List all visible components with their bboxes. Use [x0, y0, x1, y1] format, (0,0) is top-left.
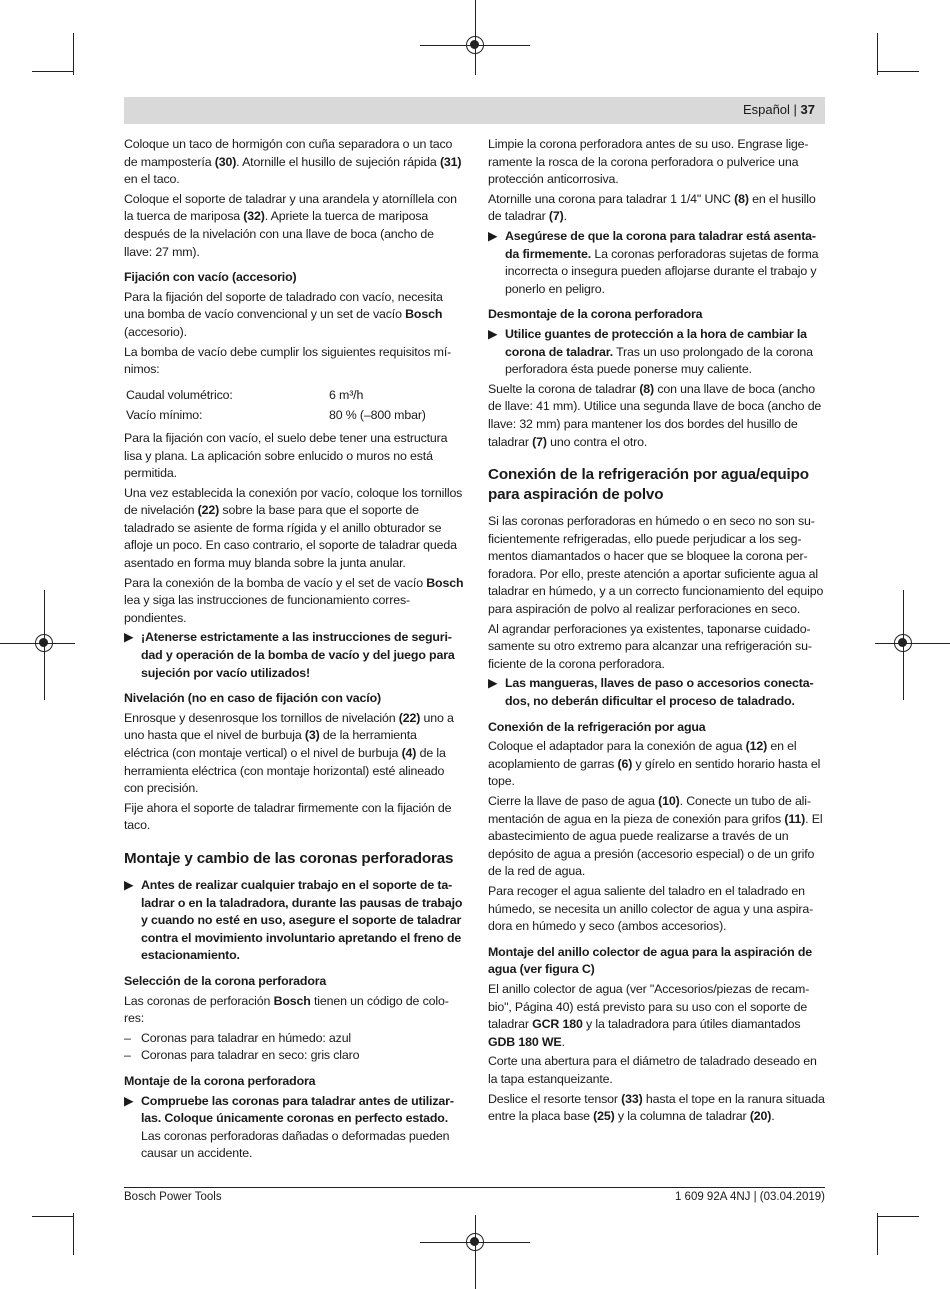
list-item: – Coronas para taladrar en seco: gris claro: [124, 1048, 360, 1063]
chapter-heading: Conexión de la refrigeración por agua/equipo para aspiración de polvo: [488, 466, 809, 504]
arrow-bullet-icon: ▶: [124, 630, 134, 645]
crop-mark: [73, 1213, 74, 1255]
crop-mark: [877, 71, 919, 72]
list-item: – Coronas para taladrar en húmedo: azul: [124, 1030, 352, 1045]
section-heading: Conexión de la refrigeración por agua: [488, 719, 706, 734]
footer-brand: Bosch Power Tools: [124, 1191, 222, 1203]
arrow-bullet-icon: ▶: [488, 676, 498, 691]
paragraph: Limpie la corona perforadora antes de su uso. Engrase ligeramente la rosca de la corona perforadora o pulverice una protección anticorrosiva.: [488, 137, 809, 187]
paragraph: Coloque el soporte de taladrar y una arandela y atorníllela con la tuerca de mariposa (32). Apriete la tuerca de mariposa después de la nivelación con una llave de boca (ancho de llave: 27 mm).: [124, 191, 457, 259]
paragraph: Para la fijación del soporte de taladrado con vacío, necesita una bomba de vacío convencional y un set de vacío Bosch (accesorio).: [124, 289, 443, 339]
paragraph: Corte una abertura para el diámetro de taladrado deseado en la tapa estanqueizante.: [488, 1054, 817, 1086]
warning-bullet: ▶ Antes de realizar cualquier trabajo en el soporte de taladrar o en la taladradora, durante las pausas de trabajo y cuando no esté en uso, asegure el soporte de taladrar contra el movimiento involuntario apretando el freno de estacionamiento.: [124, 877, 463, 963]
paragraph: Atornille una corona para taladrar 1 1/4" UNC (8) en el husillo de taladrar (7).: [488, 191, 816, 224]
section-heading: Montaje de la corona perforadora: [124, 1073, 316, 1088]
paragraph: Enrosque y desenrosque los tornillos de nivelación (22) uno a uno hasta que el nivel de burbuja (3) de la herramienta eléctrica (con montaje vertical) o el nivel de burbuja (4) de la herramienta eléctrica (con montaje horizontal) esté alineado con precisión.: [124, 710, 454, 796]
registration-target-icon: [466, 1233, 484, 1251]
paragraph: Suelte la corona de taladrar (8) con una llave de boca (ancho de llave: 41 mm). Utilice una segunda llave de boca (ancho de llave: 32 mm) para mantener los dos bordes del husillo de taladrar (7) uno contra el otro.: [488, 381, 822, 449]
spec-table: [126, 387, 426, 428]
paragraph: Coloque un taco de hormigón con cuña separadora o un taco de mampostería (30). Atornille el husillo de sujeción rápida (31) en el taco.: [124, 137, 462, 187]
arrow-bullet-icon: ▶: [124, 877, 134, 892]
footer-doc-id: 1 609 92A 4NJ | (03.04.2019): [674, 1191, 825, 1203]
header-language: Español: [742, 102, 790, 117]
section-heading: Desmontaje de la corona perforadora: [488, 307, 703, 322]
crop-mark: [877, 33, 878, 75]
paragraph: Para recoger el agua saliente del taladro en el taladrado en húmedo, se necesita un anillo colector de agua y una aspiradora en húmedo y seco (ambos accesorios).: [488, 883, 814, 934]
footer-rule: [124, 1187, 825, 1188]
right-column: [488, 136, 826, 1128]
section-heading: Selección de la corona perforadora: [124, 973, 327, 988]
crop-mark: [877, 1216, 919, 1217]
paragraph: Coloque el adaptador para la conexión de agua (12) en el acoplamiento de garras (6) y gírelo en sentido horario hasta el tope.: [488, 739, 821, 789]
header-label: Español | 37: [742, 102, 815, 117]
page-header: [124, 97, 825, 124]
page-number: 37: [800, 102, 815, 117]
registration-line: [875, 643, 950, 644]
warning-bullet: ▶ Utilice guantes de protección a la hora de cambiar la corona de taladrar. Tras un uso prolongado de la corona perforadora ésta puede ponerse muy caliente.: [488, 326, 813, 377]
registration-target-icon: [466, 36, 484, 54]
spec-row: Caudal volumétrico: 6 m³/h: [126, 387, 364, 402]
paragraph: Fije ahora el soporte de taladrar firmemente con la fijación de taco.: [124, 800, 452, 833]
chapter-heading: Montaje y cambio de las coronas perforadoras: [124, 849, 454, 867]
paragraph: Si las coronas perforadoras en húmedo o en seco no son suficientemente refrigeradas, ello puede perjudicar a los segmentos diamantados o hacer que se bloquee la corona perforadora. Por ello, preste atención a aportar suficiente agua al taladrar en húmedo, y a un correcto funcionamiento del equipo para aspiración de polvo al realizar perforaciones en seco.: [488, 514, 824, 617]
warning-bullet: ▶ Compruebe las coronas para taladrar antes de utilizarlas. Coloque únicamente coronas en perfecto estado. Las coronas perforadoras dañadas o deformadas pueden causar un accidente.: [124, 1093, 454, 1161]
warning-bullet: ▶ Las mangueras, llaves de paso o accesorios conectados, no deberán dificultar el proceso de taladrado.: [488, 676, 814, 709]
paragraph: Cierre la llave de paso de agua (10). Conecte un tubo de alimentación de agua en la pieza de conexión para grifos (11). El abastecimiento de agua puede realizarse a través de un depósito de agua a presión (accesorio especial) o de un grifo de la red de agua.: [488, 794, 823, 879]
crop-mark: [877, 1213, 878, 1255]
crop-mark: [32, 1216, 74, 1217]
paragraph: La bomba de vacío debe cumplir los siguientes requisitos mínimos:: [124, 344, 452, 377]
warning-bullet: ▶ ¡Atenerse estrictamente a las instrucciones de seguridad y operación de la bomba de vacío y del juego para sujeción por vacío utilizados!: [124, 630, 455, 680]
spec-row: Vacío mínimo: 80 % (–800 mbar): [126, 408, 426, 423]
registration-target-icon: [894, 634, 912, 652]
arrow-bullet-icon: ▶: [488, 326, 498, 341]
section-heading: Montaje del anillo colector de agua para la aspiración de agua (ver figura C): [488, 944, 813, 977]
section-heading: Fijación con vacío (accesorio): [124, 270, 297, 285]
registration-target-icon: [35, 634, 53, 652]
crop-mark: [73, 33, 74, 75]
paragraph: Para la conexión de la bomba de vacío y el set de vacío Bosch lea y siga las instrucciones de funcionamiento correspondientes.: [124, 575, 464, 625]
section-heading: Nivelación (no en caso de fijación con vacío): [124, 691, 381, 706]
arrow-bullet-icon: ▶: [124, 1093, 134, 1108]
paragraph: El anillo colector de agua (ver "Accesorios/piezas de recambio", Página 40) está previsto para su uso con el soporte de taladrar GCR 180 y la taladradora para útiles diamantados GDB 180 WE.: [488, 981, 810, 1049]
paragraph: Una vez establecida la conexión por vacío, coloque los tornillos de nivelación (22) sobre la base para que el soporte de taladrado se asiente de forma rígida y el anillo obturador se afloje un poco. En caso contrario, el soporte de taladrar queda asentado en forma muy blanda sobre la junta anular.: [124, 485, 463, 571]
paragraph: Al agrandar perforaciones ya existentes, taponarse cuidadosamente su otro extremo para alcanzar una refrigeración suficiente de la corona perforadora.: [488, 621, 812, 671]
crop-mark: [32, 71, 74, 72]
paragraph: Las coronas de perforación Bosch tienen un código de colores:: [124, 993, 449, 1026]
paragraph: Deslice el resorte tensor (33) hasta el tope en la ranura situada entre la placa base (25) y la columna de taladrar (20).: [488, 1091, 825, 1124]
paragraph: Para la fijación con vacío, el suelo debe tener una estructura lisa y plana. La aplicación sobre enlucido o muros no está permitida.: [124, 430, 448, 481]
arrow-bullet-icon: ▶: [488, 228, 498, 243]
left-column: [124, 136, 464, 1165]
warning-bullet: ▶ Asegúrese de que la corona para taladrar está asentada firmemente. La coronas perforadoras sujetas de forma incorrecta o insegura pueden aflojarse durante el trabajo y ponerlo en peligro.: [488, 228, 819, 296]
registration-line: [475, 1215, 476, 1289]
